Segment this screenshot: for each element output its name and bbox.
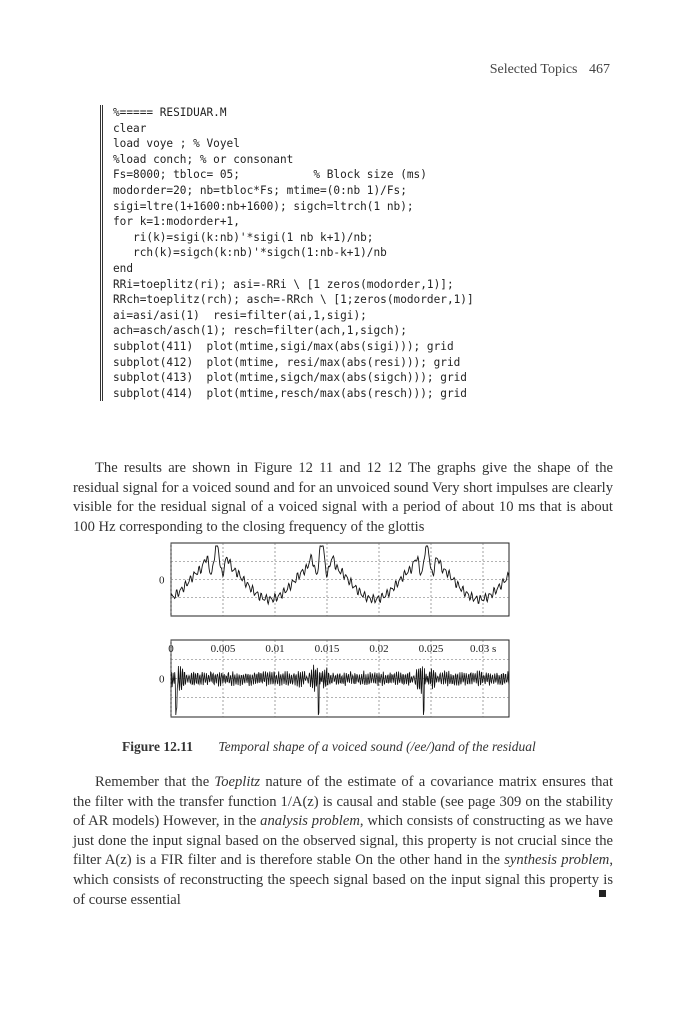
residual-plot <box>159 640 509 717</box>
synthesis-problem-term: synthesis problem <box>504 852 610 869</box>
y-tick-label: 0 <box>159 574 165 587</box>
x-tick-label: 0.015 <box>314 643 340 655</box>
series-line-residual <box>171 665 509 715</box>
code-line: subplot(411) plot(mtime,sigi/max(abs(sigi))); grid <box>113 339 454 353</box>
caption-title: Temporal shape of a voiced sound (/ee/)and of the residual <box>218 739 536 754</box>
code-line: subplot(414) plot(mtime,resch/max(abs(resch))); grid <box>113 386 467 400</box>
series-line-voiced <box>171 546 509 604</box>
code-line: modorder=20; nb=tbloc*Fs; mtime=(0:nb 1)/Fs; <box>113 183 407 197</box>
code-line: subplot(412) plot(mtime, resi/max(abs(resi))); grid <box>113 355 461 369</box>
code-line: ach=asch/asch(1); resch=filter(ach,1,sigch); <box>113 324 407 338</box>
code-line: ri(k)=sigi(k:nb)'*sigi(1 nb k+1)/nb; <box>113 230 374 244</box>
voiced-signal-plot <box>159 543 509 655</box>
x-tick-label: 0.03 s <box>470 643 497 655</box>
text-span: Remember that the <box>95 774 215 790</box>
code-line: end <box>113 261 134 275</box>
end-of-proof-square <box>599 890 606 897</box>
x-tick-label: 0.025 <box>418 643 444 655</box>
toeplitz-text <box>73 773 613 910</box>
page-number: 467 <box>589 62 610 77</box>
toeplitz-term: Toeplitz <box>214 774 261 790</box>
running-header <box>490 62 610 78</box>
figure-caption <box>122 739 536 755</box>
code-line: for k=1:modorder+1, <box>113 215 240 229</box>
results-text: The results are shown in Figure 12 11 and 12 12 The graphs give the shape of the residual signal for a voiced sound and for an unvoiced sound Very short impulses are clearly visible for the residual signal of a voiced signal with a period of about 10 ms that is about 100 Hz corresponding to the closing frequency of the glottis <box>73 460 613 535</box>
caption-label: Figure 12.11 <box>122 739 194 754</box>
code-line: subplot(413) plot(mtime,sigch/max(abs(sigch))); grid <box>113 371 467 385</box>
code-line: rch(k)=sigch(k:nb)'*sigch(1:nb-k+1)/nb <box>113 246 387 260</box>
code-line: RRi=toeplitz(ri); asi=-RRi \ [1 zeros(modorder,1)]; <box>113 277 454 291</box>
analysis-problem-term: analysis problem <box>260 813 360 830</box>
x-tick-label: 0.02 <box>369 643 389 655</box>
x-tick-label: 0.01 <box>265 643 285 655</box>
code-line: RRch=toeplitz(rch); asch=-RRch \ [1;zeros(modorder,1)] <box>113 293 474 307</box>
code-listing <box>100 105 533 401</box>
text-span: , which consists of reconstructing the speech signal based on the input signal this property is of course essential <box>73 852 613 908</box>
y-tick-label: 0 <box>159 673 165 686</box>
text-span: , which consists of constructing as we have just done the input signal based on the observed signal, this property is not crucial since the filter A(z) is a FIR filter and is therefore stable On the other hand in the <box>73 813 613 869</box>
running-title: Selected Topics <box>489 62 578 77</box>
code-line: clear <box>113 121 147 135</box>
code-line: %===== RESIDUAR.M <box>113 106 227 119</box>
code-line: load voye ; % Voyel <box>113 137 240 151</box>
x-tick-label: 0.005 <box>210 643 236 655</box>
code-line: ai=asi/asi(1) resi=filter(ai,1,sigi); <box>113 308 367 322</box>
plot-frame <box>171 640 509 717</box>
toeplitz-paragraph <box>73 773 613 910</box>
code-line: %load conch; % or consonant <box>113 152 294 166</box>
results-paragraph <box>73 459 613 537</box>
code-line: sigi=ltre(1+1600:nb+1600); sigch=ltrch(1 nb); <box>113 199 414 213</box>
text-span: nature of the estimate of a covariance matrix ensures that the filter with the transfer function 1/A(z) is causal and stable (see page 309 on the stability of AR models) However, in the <box>73 774 614 830</box>
code-line: Fs=8000; tbloc= 05; % Block size (ms) <box>113 168 427 182</box>
x-tick-label: 0 <box>168 643 174 655</box>
plot-frame <box>171 543 509 616</box>
